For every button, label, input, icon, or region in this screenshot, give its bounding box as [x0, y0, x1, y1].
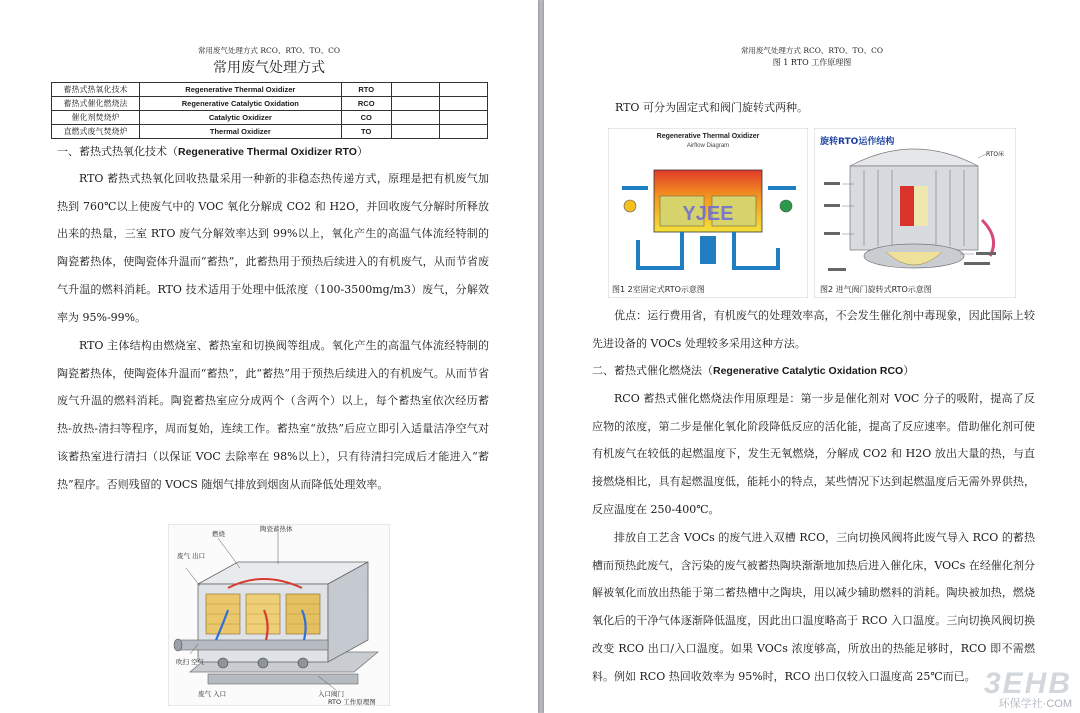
table-cell-empty — [439, 111, 487, 125]
diagram-caption: 图1 2室固定式RTO示意图 — [612, 285, 705, 294]
figure-caption-top: 图 1 RTO 工作原理图 — [772, 58, 852, 67]
left-page — [0, 0, 538, 713]
heading-prefix: 二、蓄热式催化燃烧法（ — [592, 364, 713, 377]
table-cell-en: Regenerative Catalytic Oxidation — [140, 97, 342, 111]
site-watermark — [984, 667, 1072, 711]
watermark-yjee: YJEE — [682, 203, 734, 225]
section-heading-rto — [57, 143, 368, 159]
paragraph-rto-structure: RTO 主体结构由燃烧室、蓄热室和切换阀等组成。氧化产生的高温气体流经特制的陶瓷蓄热体，使陶瓷体升温而“蓄热”，此“蓄热”用于预热后续进入的有机废气。从而节省废气升温的燃料消耗。陶瓷蓄热室应分成两个（含两个）以上，每个蓄热室依次经历蓄热-放热-清扫等程序，周而复始，连续工作。蓄热室“放热”后应立即引入适量洁净空气对该蓄热室进行清扫（以保证 VOC 去除率在 98%以上），只有待清扫完成后才能进入“蓄热”程序。否则残留的 VOCS 随烟气排放到烟囱从而降低处理效率。 — [57, 339, 489, 491]
table-cell-empty — [391, 97, 439, 111]
table-cell-cn: 蓄热式热氧化技术 — [52, 83, 140, 97]
figure-caption: RTO 工作原理图 — [328, 698, 376, 706]
table-cell-empty — [439, 97, 487, 111]
heading-suffix: ） — [903, 364, 915, 377]
running-header: 常用废气处理方式 RCO、RTO、TO、CO — [197, 46, 341, 55]
table-row — [52, 97, 488, 111]
heading-prefix: 一、蓄热式热氧化技术（ — [57, 145, 178, 158]
paragraph-advantages: 优点：运行费用省，有机废气的处理效率高，不会发生催化剂中毒现象，因此国际上较先进设备的 VOCs 处理较多采用这种方法。 — [592, 309, 1035, 350]
paragraph-rco-principle: RCO 蓄热式催化燃烧法作用原理是：第一步是催化剂对 VOC 分子的吸附，提高了反应物的浓度，第二步是催化氧化阶段降低反应的活化能，提高了反应速率。借助催化剂可使有机废气在较低的起燃温度下，发生无氧燃烧，分解成 CO2 和 H2O 放出大量的热，与直接燃烧相比，具有起燃温度低，能耗小的特点，某些情况下达到起燃温度后无需外界供热，反应温度在 250-400℃。 — [592, 392, 1035, 516]
table-cell-cn: 催化剂焚烧炉 — [52, 111, 140, 125]
table-cell-abbr: RTO — [341, 83, 391, 97]
table-cell-en: Catalytic Oxidizer — [140, 111, 342, 125]
table-cell-abbr: CO — [341, 111, 391, 125]
label-inlet-valve: 入口阀门 — [318, 690, 344, 698]
table-cell-cn: 蓄热式催化燃烧法 — [52, 97, 140, 111]
table-cell-empty — [439, 125, 487, 139]
methods-table — [51, 82, 488, 139]
fixed-rto-diagram — [608, 128, 808, 298]
paragraph-rco-process: 排放自工艺含 VOCs 的废气进入双槽 RCO，三向切换风阀将此废气导入 RCO 的蓄热槽而预热此废气，含污染的废气被蓄热陶块渐渐地加热后进入催化床，VOCs 在经催化剂分解被氧化而放出热能于第二蓄热槽中之陶块，用以减少辅助燃料的消耗。陶块被加热，燃烧氧化后的干净气体逐渐降低温度，因此出口温度略高于 RCO 入口温度。三向切换风阀切换改变 RCO 出口/入口温度。如果 VOCs 浓度够高，所放出的热能足够时，RCO 即不需燃料。例如 RCO 热回收效率为 95%时，RCO 出口仅较入口温度高 25℃而已。 — [592, 531, 1035, 683]
rotary-diagram-caption: 图2 进气阀门旋转式RTO示意图 — [820, 285, 932, 294]
running-header: 常用废气处理方式 RCO、RTO、TO、CO — [740, 46, 884, 55]
label-ceramic: 陶瓷蓄热体 — [260, 525, 293, 533]
table-row — [52, 83, 488, 97]
watermark-logo: 3EHB — [983, 667, 1072, 700]
label-burner: 燃烧 — [212, 530, 225, 538]
section-heading-rco — [592, 362, 914, 378]
table-cell-empty — [391, 125, 439, 139]
table-cell-en: Regenerative Thermal Oxidizer — [140, 83, 342, 97]
table-cell-empty — [391, 83, 439, 97]
watermark-text: 环保学社·COM — [998, 698, 1072, 710]
rotary-rto-diagram — [814, 128, 1016, 298]
heading-english: Regenerative Thermal Oxidizer RTO — [178, 146, 357, 158]
diagram-subtitle: Airflow Diagram — [686, 143, 730, 149]
rto-principle-figure — [168, 524, 390, 706]
table-cell-abbr: RCO — [341, 97, 391, 111]
label-rto-bed: RTO床 — [986, 151, 1005, 158]
rotary-diagram-title: 旋转RTO运作结构 — [820, 137, 895, 147]
heading-suffix: ） — [356, 145, 368, 158]
table-cell-cn: 直燃式废气焚烧炉 — [52, 125, 140, 139]
table-row — [52, 125, 488, 139]
table-cell-empty — [391, 111, 439, 125]
table-cell-empty — [439, 83, 487, 97]
document-title: 常用废气处理方式 — [213, 60, 325, 76]
heading-english: Regenerative Catalytic Oxidation RCO — [713, 365, 904, 377]
label-exhaust-out: 废气 出口 — [177, 552, 206, 560]
label-exhaust-in: 废气 入口 — [198, 690, 227, 698]
diagram-title: Regenerative Thermal Oxidizer — [656, 133, 760, 140]
paragraph-rto-types: RTO 可分为固定式和阀门旋转式两种。 — [615, 101, 808, 114]
table-cell-en: Thermal Oxidizer — [140, 125, 342, 139]
table-cell-abbr: TO — [341, 125, 391, 139]
table-row — [52, 111, 488, 125]
paragraph-rto-principle: RTO 蓄热式热氧化回收热量采用一种新的非稳态热传递方式，原理是把有机废气加热到 760℃以上使废气中的 VOC 氧化分解成 CO2 和 H2O，并回收废气分解时所释放出来的热量，三室 RTO 废气分解效率达到 99%以上，氧化产生的高温气体流经特制的陶瓷蓄热体，使陶瓷体升温而“蓄热”，此蓄热用于预热后续进入的有机废气，从而节省废气升温的燃料消耗。RTO 技术适用于处理中低浓度（100-3500mg/m3）废气，分解效率为 95%-99%。 — [57, 172, 489, 324]
label-purge-air: 吹扫 空气 — [176, 658, 205, 666]
right-page — [544, 0, 1080, 713]
